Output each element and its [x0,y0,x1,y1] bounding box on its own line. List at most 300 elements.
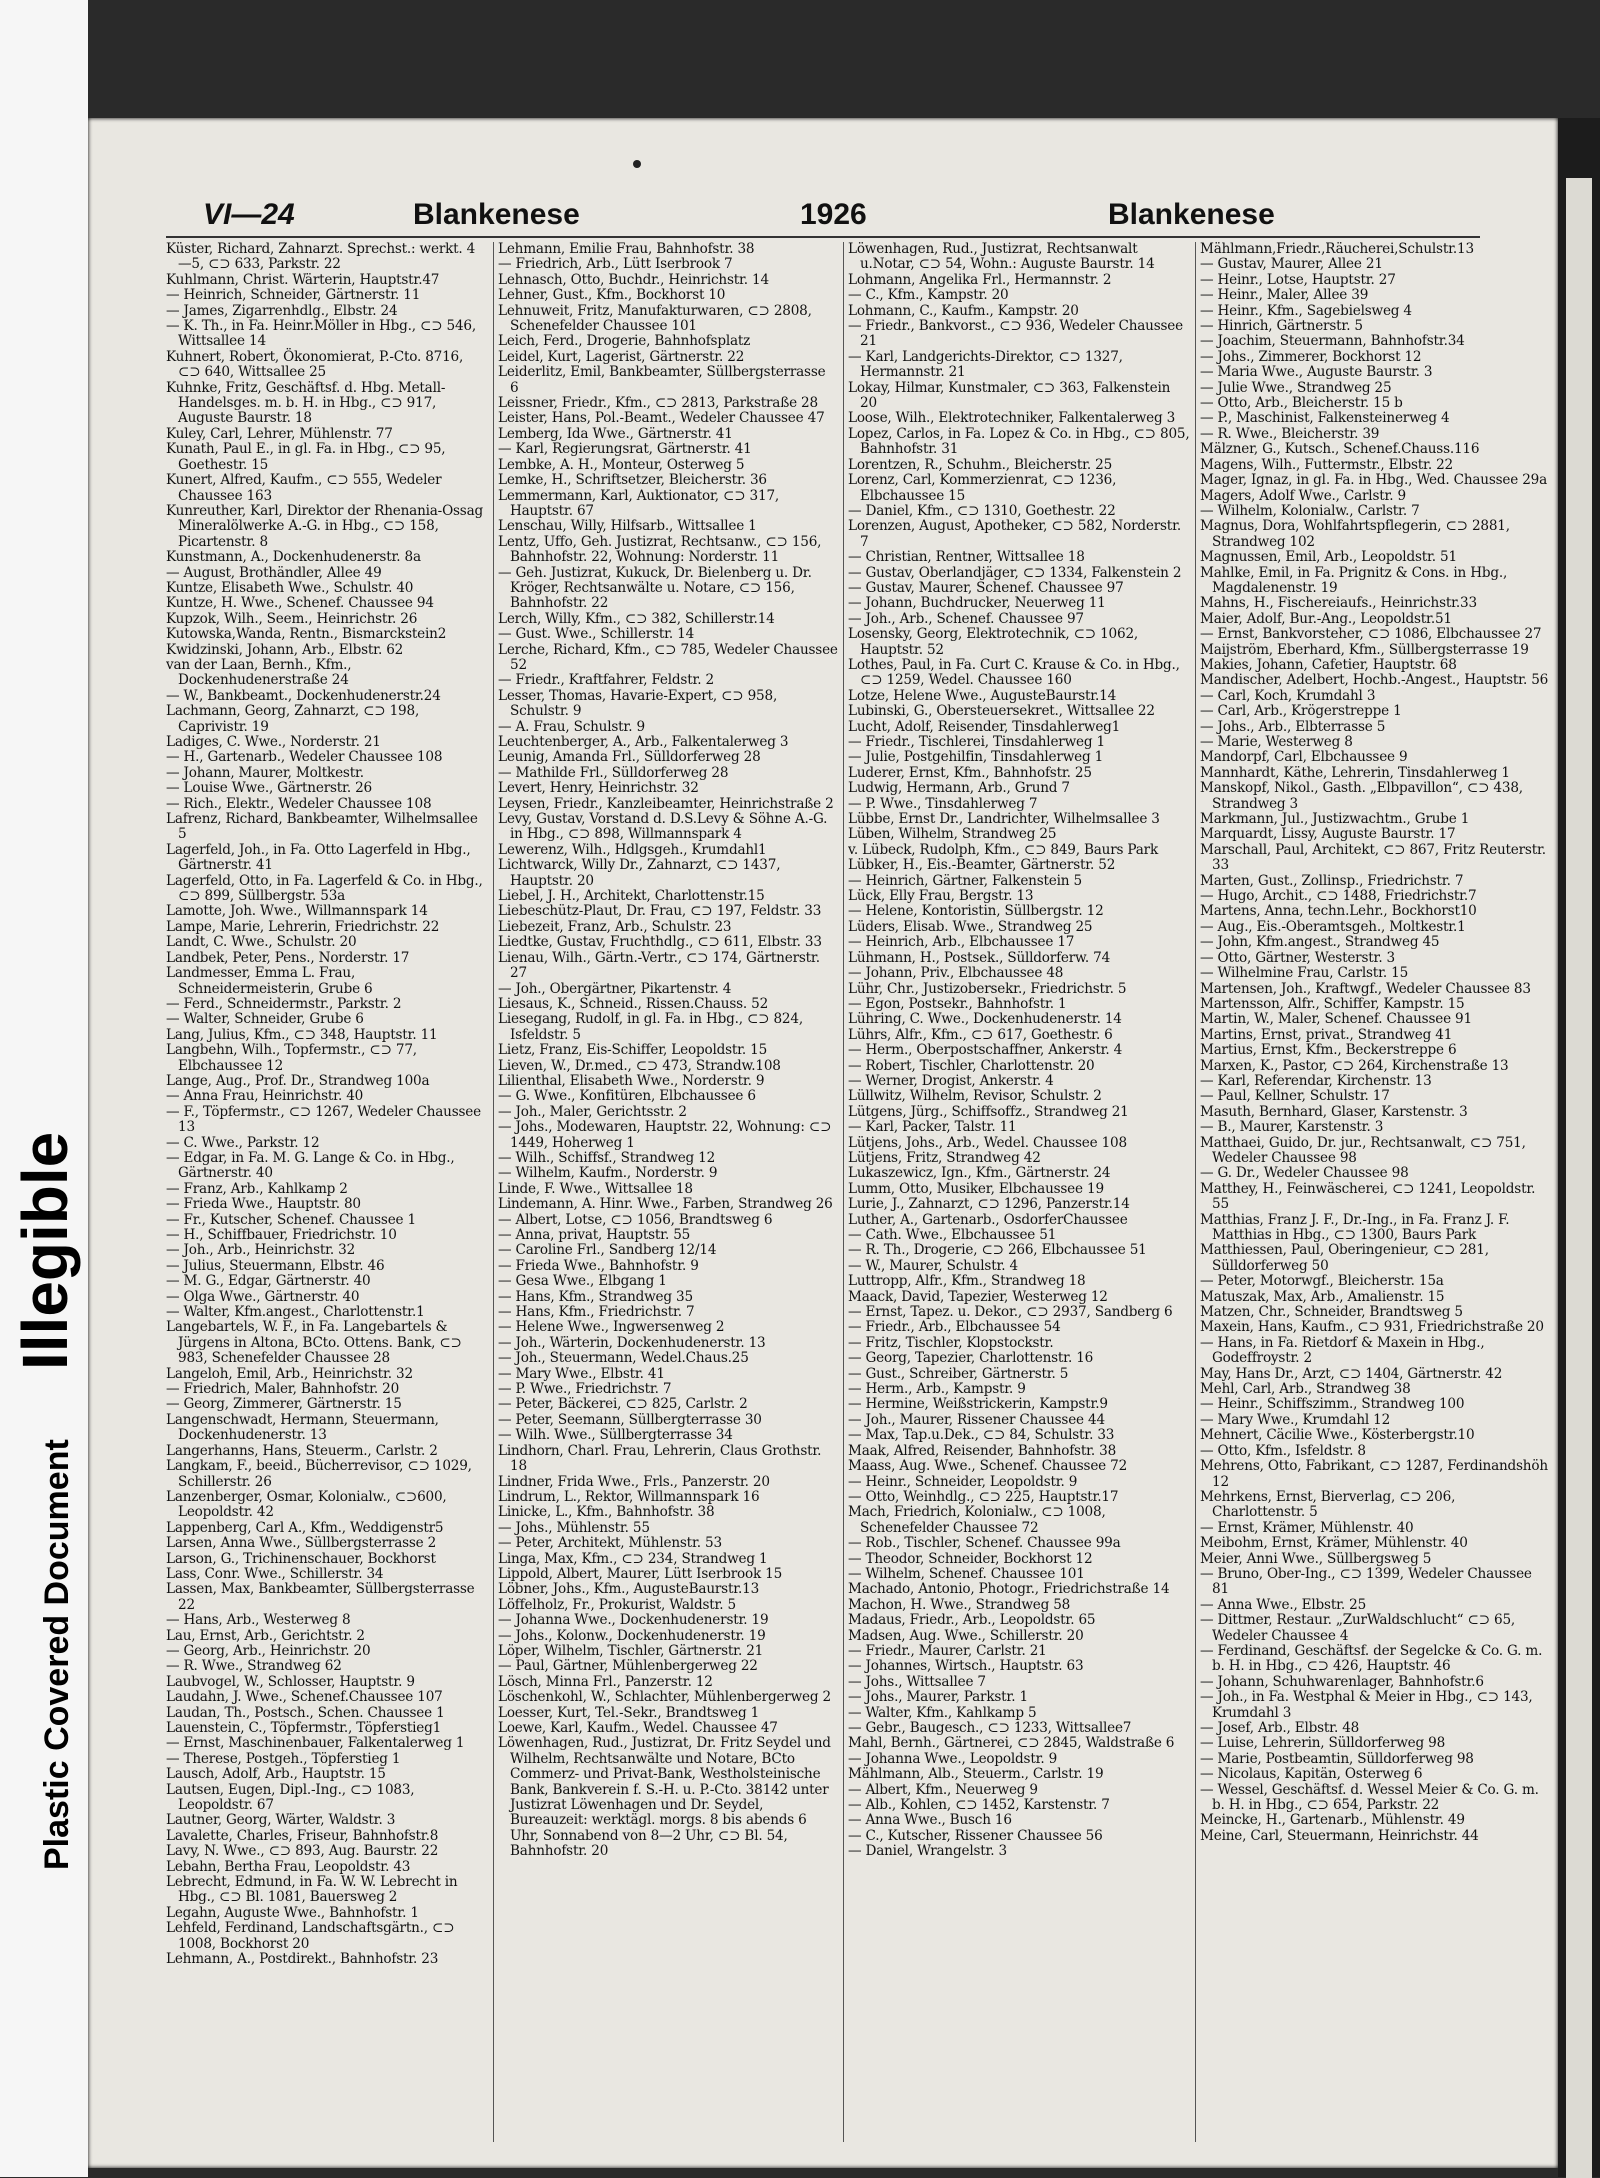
directory-entry: — Daniel, Kfm., ⊂⊃ 1310, Goethestr. 22 [848,502,1116,519]
directory-entry: Langebartels, W. F., in Fa. Langebartels & Jürgens in Altona, BCto. Ottens. Bank, ⊂⊃ 983, Schenefelder Chaussee 28 [166,1319,462,1367]
directory-entry: Magnussen, Emil, Arb., Leopoldstr. 51 [1200,549,1457,566]
directory-entry: Kunath, Paul E., in gl. Fa. in Hbg., ⊂⊃ 95, Goethestr. 15 [166,441,446,473]
directory-entry: — Herm., Arb., Kampstr. 9 [848,1381,1026,1398]
directory-entry: Lenschau, Willy, Hilfsarb., Wittsallee 1 [498,518,757,535]
directory-entry: — P. Wwe., Tinsdahlerweg 7 [848,795,1038,812]
directory-entry: — Johs., Modewaren, Hauptstr. 22, Wohnung: ⊂⊃ 1449, Hoherweg 1 [498,1119,832,1151]
directory-entry: — Friedr., Arb., Elbchaussee 54 [848,1319,1061,1336]
directory-page [88,118,1558,2168]
directory-entry: Lotze, Helene Wwe., AugusteBaurstr.14 [848,687,1117,704]
directory-entry: Lemmermann, Karl, Auktionator, ⊂⊃ 317, Hauptstr. 67 [498,487,780,519]
directory-entry: — Joh., Maurer, Rissener Chaussee 44 [848,1411,1105,1428]
directory-entry: — Heinr., Kfm., Sagebielsweg 4 [1200,302,1412,319]
directory-entry: — K. Th., in Fa. Heinr.Möller in Hbg., ⊂⊃ 546, Wittsallee 14 [166,318,476,350]
directory-entry: — Otto, Arb., Bleicherstr. 15 b [1200,395,1403,412]
directory-entry: Kuley, Carl, Lehrer, Mühlenstr. 77 [166,425,393,442]
directory-entry: Lehfeld, Ferdinand, Landschaftsgärtn., ⊂⊃ 1008, Bockhorst 20 [166,1920,455,1952]
directory-entry: Kwidzinski, Johann, Arb., Elbstr. 62 [166,641,404,658]
directory-entry: Machon, H. Wwe., Strandweg 58 [848,1596,1071,1613]
directory-entry: — Wilhelmine Frau, Carlstr. 15 [1200,965,1409,982]
directory-entry: Matthiessen, Paul, Oberingenieur, ⊂⊃ 281, Sülldorferweg 50 [1200,1242,1489,1274]
directory-entry: — Johs., Zimmerer, Bockhorst 12 [1200,348,1422,365]
directory-entry: Liesegang, Rudolf, in gl. Fa. in Hbg., ⊂⊃ 824, Isfeldstr. 5 [498,1011,803,1043]
directory-entry: — Wilhelm, Kaufm., Norderstr. 9 [498,1165,718,1182]
directory-entry: — Maria Wwe., Auguste Baurstr. 3 [1200,364,1433,381]
directory-entry: — Peter, Seemann, Süllbergterrasse 30 [498,1411,762,1428]
directory-entry: — Mary Wwe., Krumdahl 12 [1200,1411,1391,1428]
directory-entry: — Frieda Wwe., Bahnhofstr. 9 [498,1257,699,1274]
directory-entry: — Heinrich, Arb., Elbchaussee 17 [848,934,1075,951]
directory-entry: Mandischer, Adelbert, Hochb.-Angest., Hauptstr. 56 [1200,672,1549,689]
column-4 [1200,242,1550,2142]
column-divider [493,242,494,2142]
directory-entry: Meibohm, Ernst, Krämer, Mühlenstr. 40 [1200,1535,1468,1552]
directory-entry: — Mathilde Frl., Sülldorferweg 28 [498,764,729,781]
directory-entry: — Helene Wwe., Ingwersenweg 2 [498,1319,725,1336]
directory-entry: — Marie, Westerweg 8 [1200,734,1353,750]
directory-entry: Lindemann, A. Hinr. Wwe., Farben, Strandweg 26 [498,1196,833,1213]
directory-entry: — Johanna Wwe., Dockenhudenerstr. 19 [498,1612,769,1629]
directory-entry: — Friedr., Kraftfahrer, Feldstr. 2 [498,672,714,689]
directory-entry: Kunreuther, Karl, Direktor der Rhenania-Ossag Mineralölwerke A.-G. in Hbg., ⊂⊃ 158, Picartenstr. 8 [166,502,483,550]
directory-entry: Liedtke, Gustav, Fruchthdlg., ⊂⊃ 611, Elbstr. 33 [498,934,822,951]
directory-entry: Magnus, Dora, Wohlfahrtspflegerin, ⊂⊃ 2881, Strandweg 102 [1200,518,1510,550]
directory-entry: — Georg, Zimmerer, Gärtnerstr. 15 [166,1396,402,1413]
directory-entry: — Joh., Obergärtner, Pikartenstr. 4 [498,980,732,997]
directory-entry: — C., Kfm., Kampstr. 20 [848,287,1009,304]
directory-entry: Leuchtenberger, A., Arb., Falkentalerweg 3 [498,734,789,750]
directory-entry: Lühring, C. Wwe., Dockenhudenerstr. 14 [848,1011,1122,1028]
directory-entry: Makies, Johann, Cafetier, Hauptstr. 68 [1200,656,1457,673]
directory-entry: Mehl, Carl, Arb., Strandweg 38 [1200,1381,1411,1398]
directory-entry: Martens, Anna, techn.Lehr., Bockhorst10 [1200,903,1477,920]
directory-entry: Matthey, H., Feinwäscherei, ⊂⊃ 1241, Leopoldstr. 55 [1200,1180,1536,1213]
directory-entry: Lewerenz, Wilh., Hdlgsgeh., Krumdahl1 [498,841,767,858]
directory-entry: Leister, Hans, Pol.-Beamt., Wedeler Chaussee 47 [498,410,825,427]
directory-entry: — Friedr., Bankvorst., ⊂⊃ 936, Wedeler Chaussee 21 [848,318,1183,350]
directory-entry: — Wilh., Schiffsf., Strandweg 12 [498,1149,716,1166]
directory-entry: — G. Dr., Wedeler Chaussee 98 [1200,1165,1409,1182]
directory-entry: Lüllwitz, Wilhelm, Revisor, Schulstr. 2 [848,1088,1102,1105]
left-margin-strip [0,0,88,2177]
directory-entry: Magers, Adolf Wwe., Carlstr. 9 [1200,487,1406,504]
directory-entry: Linde, F. Wwe., Wittsallee 18 [498,1180,693,1197]
plastic-covered-label: Plastic Covered Document [38,1439,76,1870]
column-divider [843,242,844,2142]
directory-entry: — Friedrich, Maler, Bahnhofstr. 20 [166,1381,400,1398]
directory-entry: — Joh., in Fa. Westphal & Meier in Hbg., ⊂⊃ 143, Krumdahl 3 [1200,1689,1533,1721]
directory-entry: — Max, Tap.u.Dek., ⊂⊃ 84, Schulstr. 33 [848,1427,1115,1444]
directory-entry: Loesser, Kurt, Tel.-Sekr., Brandtsweg 1 [498,1704,760,1721]
directory-entry: Lassen, Max, Bankbeamter, Süllbergsterrasse 22 [166,1581,475,1613]
directory-entry: Leissner, Friedr., Kfm., ⊂⊃ 2813, Parkstraße 28 [498,395,818,412]
page-number: VI—24 [203,198,295,231]
directory-entry: Martius, Ernst, Kfm., Beckerstreppe 6 [1200,1042,1457,1059]
directory-entry: Marquardt, Lissy, Auguste Baurstr. 17 [1200,826,1456,843]
directory-entry: — B., Maurer, Karstenstr. 3 [1200,1119,1384,1136]
directory-entry: Lembke, A. H., Monteur, Osterweg 5 [498,456,745,473]
directory-entry: Lütjens, Johs., Arb., Wedel. Chaussee 108 [848,1134,1127,1151]
directory-entry: Ludwig, Hermann, Arb., Grund 7 [848,780,1070,797]
directory-entry: Mählmann,Friedr.,Räucherei,Schulstr.13 [1200,242,1474,257]
directory-entry: — Robert, Tischler, Charlottenstr. 20 [848,1057,1095,1074]
directory-entry: Lokay, Hilmar, Kunstmaler, ⊂⊃ 363, Falkenstein 20 [848,379,1171,412]
directory-entry: Marten, Gust., Zollinsp., Friedrichstr. 7 [1200,872,1464,889]
directory-entry: — Johanna Wwe., Leopoldstr. 9 [848,1750,1058,1767]
directory-entry: — Julius, Steuermann, Elbstr. 46 [166,1257,385,1274]
directory-entry: Lohmann, C., Kaufm., Kampstr. 20 [848,302,1079,319]
directory-entry: Lanzenberger, Osmar, Kolonialw., ⊂⊃600, Leopoldstr. 42 [166,1488,447,1521]
directory-entry: — Joh., Steuermann, Wedel.Chaus.25 [498,1350,749,1367]
directory-entry: — H., Schiffbauer, Friedrichstr. 10 [166,1227,397,1243]
directory-entry: Kunert, Alfred, Kaufm., ⊂⊃ 555, Wedeler Chaussee 163 [166,472,442,504]
directory-entry: — Heinr., Schneider, Leopoldstr. 9 [848,1473,1078,1490]
directory-entry: Meier, Anni Wwe., Süllbergsweg 5 [1200,1550,1432,1567]
directory-entry: Lucht, Adolf, Reisender, Tinsdahlerweg1 [848,718,1121,735]
directory-entry: Luttropp, Alfr., Kfm., Strandweg 18 [848,1273,1086,1290]
directory-entry: — Albert, Kfm., Neuerweg 9 [848,1781,1038,1798]
directory-entry: Lemke, H., Schriftsetzer, Bleicherstr. 36 [498,472,767,489]
directory-entry: Martensson, Alfr., Schiffer, Kampstr. 15 [1200,995,1465,1012]
directory-entry: Lebrecht, Edmund, in Fa. W. W. Lebrecht in Hbg., ⊂⊃ Bl. 1081, Bauersweg 2 [166,1874,458,1906]
directory-entry: Lausch, Adolf, Arb., Hauptstr. 15 [166,1766,386,1783]
directory-entry: Legahn, Auguste Wwe., Bahnhofstr. 1 [166,1904,419,1921]
directory-entry: — Rich., Elektr., Wedeler Chaussee 108 [166,795,432,812]
directory-entry: Lück, Elly Frau, Bergstr. 13 [848,888,1034,905]
running-title-right: Blankenese [1108,198,1275,231]
directory-entry: — Hugo, Archit., ⊂⊃ 1488, Friedrichstr.7 [1200,888,1477,905]
directory-entry: — Hans, Kfm., Friedrichstr. 7 [498,1304,695,1321]
directory-entry: Mählmann, Alb., Steuerm., Carlstr. 19 [848,1766,1104,1783]
directory-entry: Larsen, Anna Wwe., Süllbergsterrasse 2 [166,1535,437,1552]
directory-entry: — Christian, Rentner, Wittsallee 18 [848,549,1085,566]
directory-entry: Maxein, Hans, Kaufm., ⊂⊃ 931, Friedrichstraße 20 [1200,1319,1544,1336]
directory-entry: — Fr., Kutscher, Schenef. Chaussee 1 [166,1211,416,1228]
directory-entry: Lampe, Marie, Lehrerin, Friedrichstr. 22 [166,918,440,935]
directory-entry: Lehner, Gust., Kfm., Bockhorst 10 [498,287,726,304]
directory-entry: — Johs., Wittsallee 7 [848,1673,986,1690]
directory-entry: Larson, G., Trichinenschauer, Bockhorst [166,1550,436,1567]
directory-entry: — Carl, Arb., Krögerstreppe 1 [1200,703,1402,720]
directory-entry: — Karl, Landgerichts-Direktor, ⊂⊃ 1327, Hermannstr. 21 [848,348,1123,381]
directory-entry: — Franz, Arb., Kahlkamp 2 [166,1180,348,1197]
directory-entry: Laudan, Th., Postsch., Schen. Chaussee 1 [166,1704,445,1721]
directory-entry: — W., Maurer, Schulstr. 4 [848,1257,1018,1274]
directory-entry: Mehrens, Otto, Fabrikant, ⊂⊃ 1287, Ferdinandshöh 12 [1200,1458,1548,1490]
directory-entry: — James, Zigarrenhdlg., Elbstr. 24 [166,302,398,319]
directory-entry: Lehnuweit, Fritz, Manufakturwaren, ⊂⊃ 2808, Schenefelder Chaussee 101 [498,302,812,335]
directory-entry: Lübker, H., Eis.-Beamter, Gärtnerstr. 52 [848,857,1116,874]
directory-entry: — Anna Wwe., Elbstr. 25 [1200,1596,1367,1613]
directory-entry: Lavy, N. Wwe., ⊂⊃ 893, Aug. Baurstr. 22 [166,1843,439,1860]
directory-entry: Lau, Ernst, Arb., Gerichtstr. 2 [166,1627,365,1644]
directory-entry: Machado, Antonio, Photogr., Friedrichstraße 14 [848,1581,1170,1598]
directory-entry: — Gustav, Maurer, Allee 21 [1200,256,1383,273]
directory-entry: — Ernst, Bankvorsteher, ⊂⊃ 1086, Elbchaussee 27 [1200,626,1542,643]
directory-entry: — Edgar, in Fa. M. G. Lange & Co. in Hbg., Gärtnerstr. 40 [166,1149,455,1182]
directory-entry: Martin, W., Maler, Schenef. Chaussee 91 [1200,1011,1472,1028]
directory-entry: — Peter, Motorwgf., Bleicherstr. 15a [1200,1273,1444,1290]
directory-entry: Lühmann, H., Postsek., Sülldorferw. 74 [848,949,1111,966]
directory-entry: Kuhnert, Robert, Ökonomierat, P.-Cto. 8716, ⊂⊃ 640, Wittsallee 25 [166,348,464,381]
directory-entry: — Hinrich, Gärtnerstr. 5 [1200,318,1363,335]
directory-entry: Kunstmann, A., Dockenhudenerstr. 8a [166,549,421,566]
directory-entry: — P., Maschinist, Falkensteinerweg 4 [1200,410,1450,427]
directory-entry: — Anna Wwe., Busch 16 [848,1812,1012,1829]
directory-entry: Lorentzen, R., Schuhm., Bleicherstr. 25 [848,456,1113,473]
directory-entry: Lehmann, Emilie Frau, Bahnhofstr. 38 [498,242,755,257]
directory-entry: Ladiges, C. Wwe., Norderstr. 21 [166,734,381,750]
directory-entry: Lemberg, Ida Wwe., Gärtnerstr. 41 [498,425,733,442]
directory-entry: — Wilhelm, Schenef. Chaussee 101 [848,1565,1085,1582]
directory-entry: Lamotte, Joh. Wwe., Willmannspark 14 [166,903,428,920]
directory-entry: Lieven, W., Dr.med., ⊂⊃ 473, Strandw.108 [498,1057,781,1074]
directory-entry: Löbner, Johs., Kfm., AugusteBaurstr.13 [498,1581,760,1598]
directory-entry: — Theodor, Schneider, Bockhorst 12 [848,1550,1093,1567]
directory-entry: — Ernst, Maschinenbauer, Falkentalerweg 1 [166,1735,465,1752]
directory-entry: — Gesa Wwe., Elbgang 1 [498,1273,667,1290]
directory-entry: — Heinr., Schiffszimm., Strandweg 100 [1200,1396,1465,1413]
directory-entry: — Johs., Arb., Elbterrasse 5 [1200,718,1386,735]
directory-columns [166,242,1556,2152]
next-page-sliver [1566,178,1592,2178]
directory-entry: Laubvogel, W., Schlosser, Hauptstr. 9 [166,1673,415,1690]
directory-entry: Mach, Friedrich, Kolonialw., ⊂⊃ 1008, Schenefelder Chaussee 72 [848,1504,1106,1536]
directory-entry: Martensen, Joh., Kraftwgf., Wedeler Chaussee 83 [1200,980,1531,997]
directory-entry: — John, Kfm.angest., Strandweg 45 [1200,934,1440,951]
directory-entry: Liebezeit, Franz, Arb., Schulstr. 23 [498,918,732,935]
directory-entry: — Fritz, Tischler, Klopstockstr. [848,1334,1054,1351]
directory-entry: Leunig, Amanda Frl., Sülldorferweg 28 [498,749,761,766]
directory-entry: Liebeschütz-Plaut, Dr. Frau, ⊂⊃ 197, Feldstr. 33 [498,903,822,920]
directory-entry: Mager, Ignaz, in gl. Fa. in Hbg., Wed. Chaussee 29a [1200,472,1547,489]
directory-entry: — Peter, Bäckerei, ⊂⊃ 825, Carlstr. 2 [498,1396,748,1413]
directory-entry: Lumm, Otto, Musiker, Elbchaussee 19 [848,1180,1104,1197]
directory-entry: Langkam, F., beeid., Bücherrevisor, ⊂⊃ 1029, Schillerstr. 26 [166,1458,472,1490]
directory-entry: Losensky, Georg, Elektrotechnik, ⊂⊃ 1062, Hauptstr. 52 [848,626,1139,658]
directory-entry: Maier, Adolf, Bur.-Ang., Leopoldstr.51 [1200,610,1452,627]
directory-entry: — Hans, Kfm., Strandweg 35 [498,1288,693,1305]
directory-entry: — Otto, Gärtner, Westerstr. 3 [1200,949,1396,966]
directory-entry: — Frieda Wwe., Hauptstr. 80 [166,1196,361,1213]
directory-entry: — H., Gartenarb., Wedeler Chaussee 108 [166,749,443,766]
directory-entry: — Johann, Buchdrucker, Neuerweg 11 [848,595,1106,612]
directory-entry: Lindhorn, Charl. Frau, Lehrerin, Claus Grothstr. 18 [498,1442,822,1475]
directory-entry: Mahns, H., Fischereiaufs., Heinrichstr.33 [1200,595,1477,612]
directory-entry: Lorenzen, August, Apotheker, ⊂⊃ 582, Norderstr. 7 [848,518,1181,550]
directory-entry: Langenschwadt, Hermann, Steuermann, Dockenhudenerstr. 13 [166,1411,439,1444]
directory-entry: — Johannes, Wirtsch., Hauptstr. 63 [848,1658,1084,1675]
directory-entry: Löper, Wilhelm, Tischler, Gärtnerstr. 21 [498,1642,764,1659]
directory-entry: — Albert, Lotse, ⊂⊃ 1056, Brandtsweg 6 [498,1211,773,1228]
directory-entry: Lang, Julius, Kfm., ⊂⊃ 348, Hauptstr. 11 [166,1026,438,1043]
directory-entry: Lienau, Wilh., Gärtn.-Vertr., ⊂⊃ 174, Gärtnerstr. 27 [498,949,820,982]
directory-entry: Liebel, J. H., Architekt, Charlottenstr.15 [498,888,765,905]
directory-entry: Leich, Ferd., Drogerie, Bahnhofsplatz [498,333,751,350]
directory-entry: — Dittmer, Restaur. „ZurWaldschlucht“ ⊂⊃ 65, Wedeler Chaussee 4 [1200,1612,1516,1644]
directory-entry: Marschall, Paul, Architekt, ⊂⊃ 867, Fritz Reuterstr. 33 [1200,841,1546,874]
directory-entry: — Walter, Schneider, Grube 6 [166,1011,364,1028]
directory-entry: — Gust. Wwe., Schillerstr. 14 [498,626,695,643]
directory-entry: Matzen, Chr., Schneider, Brandtsweg 5 [1200,1304,1463,1321]
directory-entry: Leidel, Kurt, Lagerist, Gärtnerstr. 22 [498,348,745,365]
directory-entry: — Friedr., Maurer, Carlstr. 21 [848,1642,1047,1659]
directory-entry: Lerch, Willy, Kfm., ⊂⊃ 382, Schillerstr.14 [498,610,775,627]
running-title-left: Blankenese [413,198,580,231]
directory-entry: Lindrum, L., Rektor, Willmannspark 16 [498,1488,760,1505]
directory-entry: Meincke, H., Gartenarb., Mühlenstr. 49 [1200,1812,1465,1829]
directory-entry: — Georg, Tapezier, Charlottenstr. 16 [848,1350,1094,1367]
column-1 [166,242,488,2142]
directory-entry: — Friedrich, Arb., Lütt Iserbrook 7 [498,256,733,273]
directory-entry: — Johs., Mühlenstr. 55 [498,1519,650,1536]
directory-entry: Linga, Max, Kfm., ⊂⊃ 234, Strandweg 1 [498,1550,768,1567]
directory-entry: Markmann, Jul., Justizwachtm., Grube 1 [1200,811,1470,828]
directory-entry: — Therese, Postgeh., Töpferstieg 1 [166,1750,401,1767]
directory-entry: Lopez, Carlos, in Fa. Lopez & Co. in Hbg., ⊂⊃ 805, Bahnhofstr. 31 [848,425,1190,458]
directory-entry: — Egon, Postsekr., Bahnhofstr. 1 [848,995,1067,1012]
directory-entry: Lüders, Elisab. Wwe., Strandweg 25 [848,918,1093,935]
directory-entry: — August, Brothändler, Allee 49 [166,564,382,581]
directory-entry: Mahlke, Emil, in Fa. Prignitz & Cons. in Hbg., Magdalenenstr. 19 [1200,564,1508,596]
directory-entry: — Paul, Kellner, Schulstr. 17 [1200,1088,1390,1105]
directory-entry: — Josef, Arb., Elbstr. 48 [1200,1720,1360,1736]
directory-entry: Mannhardt, Käthe, Lehrerin, Tinsdahlerweg 1 [1200,764,1510,781]
directory-entry: Laudahn, J. Wwe., Schenef.Chaussee 107 [166,1689,443,1706]
directory-entry: — Joh., Arb., Schenef. Chaussee 97 [848,610,1084,627]
directory-entry: Lichtwarck, Willy Dr., Zahnarzt, ⊂⊃ 1437, Hauptstr. 20 [498,857,781,889]
directory-entry: Liesaus, K., Schneid., Rissen.Chauss. 52 [498,995,769,1012]
directory-entry: Lippold, Albert, Maurer, Lütt Iserbrook 15 [498,1565,783,1582]
directory-entry: — Ferdinand, Geschäftsf. der Segelcke & Co. G. m. b. H. in Hbg., ⊂⊃ 426, Hauptstr. 46 [1200,1642,1543,1675]
directory-entry: — Heinr., Maler, Allee 39 [1200,287,1369,304]
directory-entry: — Johann, Schuhwarenlager, Bahnhofstr.6 [1200,1673,1484,1690]
directory-entry: Landmesser, Emma L. Frau, Schneidermeisterin, Grube 6 [166,965,373,997]
directory-entry: Martins, Ernst, privat., Strandweg 41 [1200,1026,1453,1043]
directory-entry: — Gust., Schreiber, Gärtnerstr. 5 [848,1365,1069,1382]
directory-entry: Matuszak, Max, Arb., Amalienstr. 15 [1200,1288,1445,1305]
directory-entry: — Cath. Wwe., Elbchaussee 51 [848,1227,1057,1243]
directory-entry: Madsen, Aug. Wwe., Schillerstr. 20 [848,1627,1084,1644]
directory-entry: — Otto, Weinhdlg., ⊂⊃ 225, Hauptstr.17 [848,1488,1119,1505]
directory-entry: Lurie, J., Zahnarzt, ⊂⊃ 1296, Panzerstr.14 [848,1196,1130,1213]
directory-entry: Lühr, Chr., Justizobersekr., Friedrichstr. 5 [848,980,1127,997]
directory-entry: Lorenz, Carl, Kommerzienrat, ⊂⊃ 1236, Elbchaussee 15 [848,472,1117,504]
directory-entry: — Karl, Packer, Talstr. 11 [848,1119,1017,1136]
directory-entry: — Luise, Lehrerin, Sülldorferweg 98 [1200,1735,1446,1752]
directory-entry: — Julie, Postgehilfin, Tinsdahlerweg 1 [848,749,1104,766]
column-3 [848,242,1190,2142]
directory-entry: Lehnasch, Otto, Buchdr., Heinrichstr. 14 [498,271,769,288]
directory-entry: Maak, Alfred, Reisender, Bahnhofstr. 38 [848,1442,1117,1459]
directory-entry: Lachmann, Georg, Zahnarzt, ⊂⊃ 198, Caprivistr. 19 [166,703,420,735]
directory-entry: Manskopf, Nikol., Gasth. „Elbpavillon“, ⊂⊃ 438, Strandweg 3 [1200,780,1523,812]
directory-entry: Loose, Wilh., Elektrotechniker, Falkentalerweg 3 [848,410,1176,427]
directory-entry: — Johann, Maurer, Moltkestr. [166,764,364,781]
directory-entry: — Bruno, Ober-Ing., ⊂⊃ 1399, Wedeler Chaussee 81 [1200,1565,1532,1598]
directory-entry: — M. G., Edgar, Gärtnerstr. 40 [166,1273,371,1290]
directory-entry: Lührs, Alfr., Kfm., ⊂⊃ 617, Goethestr. 6 [848,1026,1113,1043]
directory-entry: — Walter, Kfm.angest., Charlottenstr.1 [166,1304,425,1321]
directory-entry: Lindner, Frida Wwe., Frls., Panzerstr. 20 [498,1473,770,1490]
column-divider [1195,242,1196,2142]
directory-entry: — Gustav, Maurer, Schenef. Chaussee 97 [848,579,1124,596]
directory-entry: Lange, Aug., Prof. Dr., Strandweg 100a [166,1072,430,1089]
directory-entry: — Ernst, Krämer, Mühlenstr. 40 [1200,1519,1414,1536]
header-rule [166,236,1480,238]
directory-entry: Lagerfeld, Joh., in Fa. Otto Lagerfeld in Hbg., Gärtnerstr. 41 [166,841,471,874]
directory-entry: Lagerfeld, Otto, in Fa. Lagerfeld & Co. in Hbg., ⊂⊃ 899, Süllbergstr. 53a [166,872,483,905]
directory-entry: Mehrkens, Ernst, Bierverlag, ⊂⊃ 206, Charlottenstr. 5 [1200,1488,1456,1521]
directory-entry: — Helene, Kontoristin, Süllbergstr. 12 [848,903,1104,920]
directory-entry: — Karl, Regierungsrat, Gärtnerstr. 41 [498,441,752,458]
directory-entry: Lass, Conr. Wwe., Schillerstr. 34 [166,1565,384,1582]
directory-entry: — Paul, Gärtner, Mühlenbergerweg 22 [498,1658,758,1675]
directory-entry: — W., Bankbeamt., Dockenhudenerstr.24 [166,687,441,704]
directory-entry: — Mary Wwe., Elbstr. 41 [498,1365,665,1382]
directory-entry: Kutowska,Wanda, Rentn., Bismarckstein2 [166,626,447,643]
directory-entry: — Louise Wwe., Gärtnerstr. 26 [166,780,372,797]
directory-entry: Lentz, Uffo, Geh. Justizrat, Rechtsanw., ⊂⊃ 156, Bahnhofstr. 22, Wohnung: Norderstr. 11 [498,533,822,566]
page-header [88,118,1558,238]
directory-entry: — Johs., Kolonw., Dockenhudenerstr. 19 [498,1627,766,1644]
directory-entry: Maijström, Eberhard, Kfm., Süllbergsterrasse 19 [1200,641,1529,658]
directory-entry: — Gebr., Baugesch., ⊂⊃ 1233, Wittsallee7 [848,1720,1132,1736]
directory-entry: — R. Wwe., Bleicherstr. 39 [1200,425,1380,442]
directory-entry: — Daniel, Wrangelstr. 3 [848,1843,1008,1860]
directory-entry: Lösch, Minna Frl., Panzerstr. 12 [498,1673,713,1690]
directory-entry: — Marie, Postbeamtin, Sülldorferweg 98 [1200,1750,1474,1767]
directory-entry: — R. Wwe., Strandweg 62 [166,1658,342,1675]
directory-entry: — Georg, Arb., Heinrichstr. 20 [166,1642,371,1659]
directory-entry: Lebahn, Bertha Frau, Leopoldstr. 43 [166,1858,411,1875]
directory-entry: Lothes, Paul, in Fa. Curt C. Krause & Co. in Hbg., ⊂⊃ 1259, Wedel. Chaussee 160 [848,656,1180,689]
directory-entry: Lauenstein, C., Töpfermstr., Töpferstieg1 [166,1720,442,1736]
directory-entry: Lehmann, A., Postdirekt., Bahnhofstr. 23 [166,1951,439,1968]
directory-entry: — Julie Wwe., Strandweg 25 [1200,379,1392,396]
directory-entry: Löschenkohl, W., Schlachter, Mühlenbergerweg 2 [498,1689,831,1706]
directory-entry: — Friedr., Tischlerei, Tinsdahlerweg 1 [848,734,1105,750]
directory-entry: — Karl, Referendar, Kirchenstr. 13 [1200,1072,1432,1089]
directory-entry: Langeloh, Emil, Arb., Heinrichstr. 32 [166,1365,413,1382]
directory-entry: Levert, Henry, Heinrichstr. 32 [498,780,699,797]
directory-entry: — C. Wwe., Parkstr. 12 [166,1134,320,1151]
directory-entry: Leysen, Friedr., Kanzleibeamter, Heinrichstraße 2 [498,795,834,812]
directory-entry: Madaus, Friedr., Arb., Leopoldstr. 65 [848,1612,1096,1629]
year: 1926 [800,198,867,231]
directory-entry: Kuhnke, Fritz, Geschäftsf. d. Hbg. Metall-Handelsges. m. b. H. in Hbg., ⊂⊃ 917, Auguste Baurstr. 18 [166,379,446,427]
directory-entry: — Johs., Maurer, Parkstr. 1 [848,1689,1028,1706]
directory-entry: — Herm., Oberpostschaffner, Ankerstr. 4 [848,1042,1123,1059]
directory-entry: Mandorpf, Carl, Elbchaussee 9 [1200,749,1408,766]
directory-entry: — Joh., Arb., Heinrichstr. 32 [166,1242,356,1259]
directory-entry: — Joachim, Steuermann, Bahnhofstr.34 [1200,333,1465,350]
directory-entry: — G. Wwe., Konfitüren, Elbchaussee 6 [498,1088,756,1105]
directory-entry: Leiderlitz, Emil, Bankbeamter, Süllbergsterrasse 6 [498,364,826,396]
directory-entry: — Heinr., Lotse, Hauptstr. 27 [1200,271,1396,288]
directory-entry: Maack, David, Tapezier, Westerweg 12 [848,1288,1108,1305]
directory-entry: — Aug., Eis.-Oberamtsgeh., Moltkestr.1 [1200,918,1466,935]
directory-entry: — Hans, in Fa. Rietdorf & Maxein in Hbg., Godeffroystr. 2 [1200,1334,1485,1367]
directory-entry: Linicke, L., Kfm., Bahnhofstr. 38 [498,1504,715,1521]
directory-entry: Lübbe, Ernst Dr., Landrichter, Wilhelmsallee 3 [848,811,1160,828]
directory-entry: — Werner, Drogist, Ankerstr. 4 [848,1072,1054,1089]
directory-entry: Löwenhagen, Rud., Justizrat, Rechtsanwalt u.Notar, ⊂⊃ 54, Wohn.: Auguste Baurstr. 14 [848,242,1155,273]
directory-entry: Lautsen, Eugen, Dipl.-Ing., ⊂⊃ 1083, Leopoldstr. 67 [166,1781,415,1814]
directory-entry: — Hans, Arb., Westerweg 8 [166,1612,351,1629]
directory-entry: Langerhanns, Hans, Steuerm., Carlstr. 2 [166,1442,438,1459]
directory-entry: — F., Töpfermstr., ⊂⊃ 1267, Wedeler Chaussee 13 [166,1103,481,1136]
